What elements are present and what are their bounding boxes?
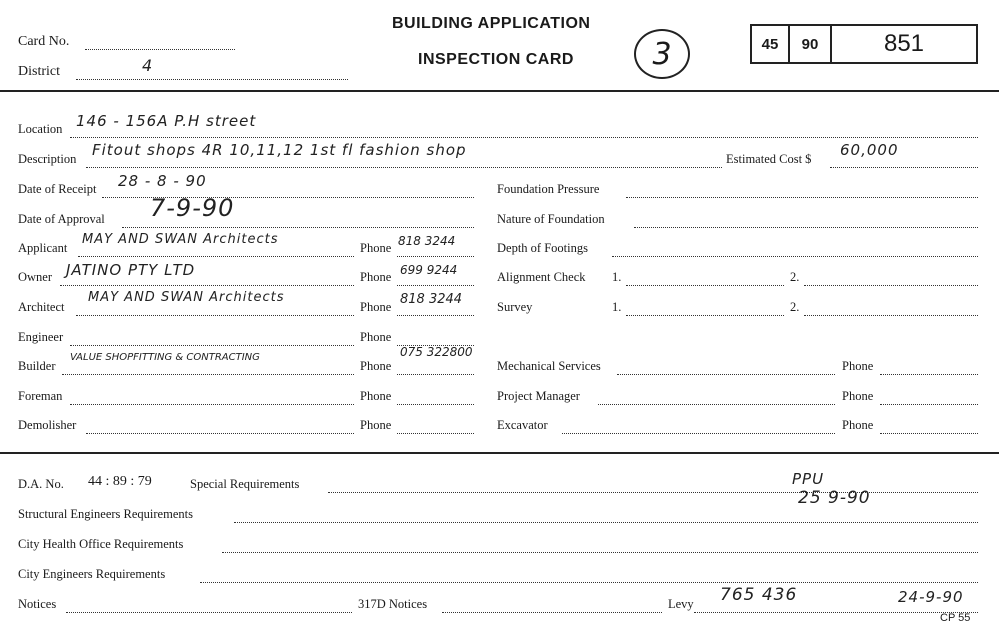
da-no-label: D.A. No. [18,477,64,491]
alignment-check-label: Alignment Check [497,270,586,284]
nature-of-foundation-label: Nature of Foundation [497,212,605,226]
owner-field[interactable] [60,285,354,286]
city-engineers-field[interactable] [200,582,978,583]
special-requirements-field[interactable] [328,492,978,493]
project-manager-field[interactable] [598,404,835,405]
demolisher-phone-field[interactable] [397,433,474,434]
engineer-field[interactable] [70,345,354,346]
owner-phone-label: Phone [360,270,392,284]
levy-date: 24-9-90 [898,588,964,606]
builder-field[interactable] [62,374,354,375]
engineer-label: Engineer [18,330,64,344]
builder-label: Builder [18,359,56,373]
architect-phone-value: 818 3244 [400,292,463,307]
project-manager-phone-field[interactable] [880,404,978,405]
depth-of-footings-label: Depth of Footings [497,241,588,255]
notices-field[interactable] [66,612,352,613]
structural-field[interactable] [234,522,978,523]
card-no-field[interactable] [85,49,235,50]
builder-phone-value: 075 322800 [400,345,473,359]
special-note-line-2: 25 9-90 [798,488,871,508]
architect-value: MAY AND SWAN Architects [88,290,285,305]
circled-number: 3 [634,29,690,79]
city-engineers-label: City Engineers Requirements [18,567,166,581]
survey-field-1[interactable] [626,315,784,316]
notices-317d-field[interactable] [442,612,662,613]
box-45: 45 [750,24,790,64]
special-note-line-1: PPU [792,470,825,488]
excavator-phone-label: Phone [842,418,874,432]
city-health-label: City Health Office Requirements [18,537,184,551]
mechanical-phone-field[interactable] [880,374,978,375]
box-851: 851 [830,24,978,64]
alignment-check-field-2[interactable] [804,285,978,286]
estimated-cost-field[interactable] [830,167,978,168]
date-of-approval-field[interactable] [122,227,474,228]
notices-317d-label: 317D Notices [358,597,428,611]
alignment-check-field-1[interactable] [626,285,784,286]
foundation-pressure-label: Foundation Pressure [497,182,600,196]
applicant-label: Applicant [18,241,68,255]
date-of-approval-label: Date of Approval [18,212,105,226]
levy-value: 765 436 [720,585,798,605]
date-of-receipt-label: Date of Receipt [18,182,97,196]
description-label: Description [18,152,77,166]
notices-label: Notices [18,597,57,611]
excavator-label: Excavator [497,418,548,432]
title-line-1: BUILDING APPLICATION [392,15,591,32]
date-of-receipt-value: 28 - 8 - 90 [118,172,207,190]
builder-phone-label: Phone [360,359,392,373]
survey-label: Survey [497,300,533,314]
owner-value: JATINO PTY LTD [66,261,196,279]
form-code: CP 55 [940,612,971,624]
survey-num-2: 2. [790,300,800,314]
levy-label: Levy [668,597,694,611]
excavator-phone-field[interactable] [880,433,978,434]
owner-phone-field[interactable] [397,285,474,286]
builder-phone-field[interactable] [397,374,474,375]
demolisher-phone-label: Phone [360,418,392,432]
architect-phone-label: Phone [360,300,392,314]
foreman-phone-label: Phone [360,389,392,403]
location-field[interactable] [70,137,978,138]
applicant-value: MAY AND SWAN Architects [82,232,279,247]
da-no-value: 44 : 89 : 79 [88,474,152,489]
applicant-phone-value: 818 3244 [398,234,456,248]
mechanical-phone-label: Phone [842,359,874,373]
architect-field[interactable] [76,315,354,316]
district-label: District [18,64,60,79]
applicant-field[interactable] [78,256,354,257]
nature-of-foundation-field[interactable] [634,227,978,228]
foundation-pressure-field[interactable] [626,197,978,198]
date-of-approval-value: 7-9-90 [150,194,235,222]
location-value: 146 - 156A P.H street [76,112,257,130]
structural-label: Structural Engineers Requirements [18,507,193,521]
special-requirements-label: Special Requirements [190,477,300,491]
alignment-num-1: 1. [612,270,622,284]
title-line-2: INSPECTION CARD [418,51,574,68]
architect-label: Architect [18,300,65,314]
engineer-phone-label: Phone [360,330,392,344]
foreman-phone-field[interactable] [397,404,474,405]
district-value: 4 [142,56,154,75]
foreman-label: Foreman [18,389,63,403]
applicant-phone-field[interactable] [397,256,474,257]
city-health-field[interactable] [222,552,978,553]
demolisher-field[interactable] [86,433,354,434]
survey-field-2[interactable] [804,315,978,316]
estimated-cost-value: 60,000 [840,141,899,159]
architect-phone-field[interactable] [397,315,474,316]
box-90: 90 [788,24,832,64]
owner-label: Owner [18,270,53,284]
project-manager-label: Project Manager [497,389,580,403]
header-divider [0,90,999,92]
description-value: Fitout shops 4R 10,11,12 1st fl fashion shop [92,141,467,159]
applicant-phone-label: Phone [360,241,392,255]
levy-field[interactable] [694,612,978,613]
district-field[interactable] [76,79,348,80]
project-manager-phone-label: Phone [842,389,874,403]
demolisher-label: Demolisher [18,418,77,432]
survey-num-1: 1. [612,300,622,314]
excavator-field[interactable] [562,433,835,434]
foreman-field[interactable] [70,404,354,405]
builder-value: VALUE SHOPFITTING & CONTRACTING [70,352,260,363]
depth-of-footings-field[interactable] [612,256,978,257]
location-label: Location [18,122,63,136]
alignment-num-2: 2. [790,270,800,284]
owner-phone-value: 699 9244 [400,263,458,277]
mechanical-services-label: Mechanical Services [497,359,601,373]
estimated-cost-label: Estimated Cost $ [726,152,812,166]
card-no-label: Card No. [18,34,70,49]
section-divider [0,452,999,454]
description-field[interactable] [86,167,722,168]
mechanical-services-field[interactable] [617,374,835,375]
